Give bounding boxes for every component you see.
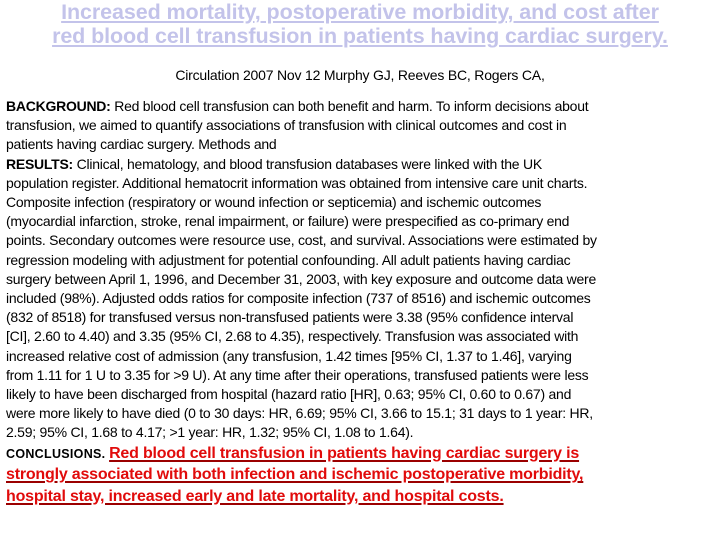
- results-line: 2.59; 95% CI, 1.68 to 4.17; >1 year: HR, 1.32; 95% CI, 1.08 to 1.64).: [6, 424, 414, 441]
- article-title[interactable]: [0, 0, 720, 48]
- results-label: RESULTS:: [6, 155, 73, 172]
- conclusion-highlight: strongly associated with both infection and ischemic postoperative morbidity,: [6, 466, 584, 484]
- conclusions-line-1: [6, 443, 718, 465]
- results-line: from 1.11 for 1 U to 3.35 for >9 U). At any time after their operations, transfused patients were less: [6, 366, 589, 383]
- results-line: regression modeling with adjustment for potential confounding. All adult patients having cardiac: [6, 251, 571, 268]
- conclusions-label: CONCLUSIONS.: [6, 446, 106, 461]
- results-line: [CI], 2.60 to 4.40) and 3.35 (95% CI, 2.68 to 4.35), respectively. Transfusion was associated with: [6, 328, 579, 345]
- results-line: population register. Additional hematocrit information was obtained from intensive care unit charts.: [6, 174, 588, 191]
- title-line-1[interactable]: Increased mortality, postoperative morbidity, and cost after: [61, 0, 659, 24]
- background-line-1: [6, 97, 718, 116]
- background-text: Red blood cell transfusion can both benefit and harm. To inform decisions about: [110, 98, 589, 114]
- results-line: surgery between April 1, 1996, and December 31, 2003, with key exposure and outcome data were: [6, 270, 597, 287]
- abstract-body: [6, 97, 718, 507]
- conclusion-highlight: hospital stay, increased early and late mortality, and hospital costs.: [6, 487, 504, 505]
- results-line: points. Secondary outcomes were resource use, cost, and survival. Associations were estimated by: [6, 232, 597, 249]
- conclusion-highlight: Red blood cell transfusion in patients having cardiac surgery is: [109, 444, 580, 462]
- results-line: (832 of 8518) for transfused versus non-transfused patients were 3.38 (95% confidence interval: [6, 309, 574, 326]
- results-line: likely to have been discharged from hospital (hazard ratio [HR], 0.63; 95% CI, 0.60 to 0.67) and: [6, 386, 572, 403]
- conclusions-line-2: [6, 464, 718, 486]
- title-line-2[interactable]: red blood cell transfusion in patients having cardiac surgery.: [52, 24, 668, 48]
- results-line: increased relative cost of admission (any transfusion, 1.42 times [95% CI, 1.37 to 1.46], varying: [6, 347, 572, 364]
- citation: Circulation 2007 Nov 12 Murphy GJ, Reeves BC, Rogers CA,: [175, 67, 545, 83]
- results-text: Clinical, hematology, and blood transfusion databases were linked with the UK: [72, 155, 542, 172]
- conclusions-line-3: [6, 486, 718, 508]
- results-line: included (98%). Adjusted odds ratios for composite infection (737 of 8516) and ischemic outcomes: [6, 290, 591, 307]
- results-line-1: [6, 155, 718, 174]
- background-line-2: transfusion, we aimed to quantify associations of transfusion with clinical outcomes and cost in: [6, 117, 567, 134]
- results-line: (myocardial infarction, stroke, renal impairment, or failure) were prespecified as co-primary end: [6, 213, 570, 230]
- background-line-3: patients having cardiac surgery. Methods and: [6, 136, 277, 153]
- results-line: were more likely to have died (0 to 30 days: HR, 6.69; 95% CI, 3.66 to 15.1; 31 days to 1 year: HR,: [6, 405, 593, 422]
- results-line: Composite infection (respiratory or wound infection or septicemia) and ischemic outcomes: [6, 194, 542, 211]
- background-label: BACKGROUND:: [6, 98, 111, 114]
